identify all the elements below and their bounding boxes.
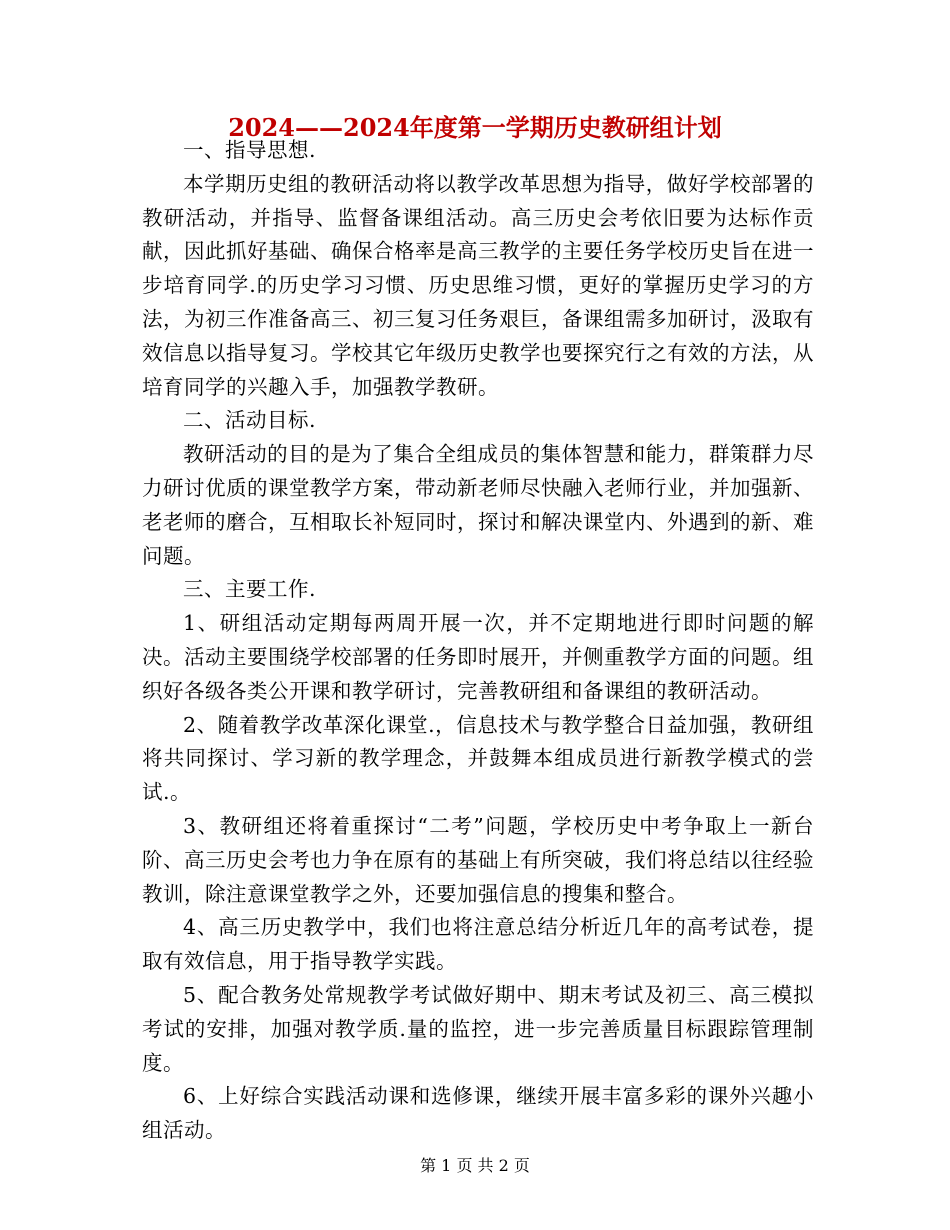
section-heading-main-work: 三、主要工作.: [183, 577, 317, 602]
work-item-3: 3、教研组还将着重探讨“二考”问题，学校历史中考争取上一新台阶、高三历史会考也力争在原有的基础上有所突破，我们将总结以往经验教训，除注意课堂教学之外，还要加强信息的搜集和整合。: [142, 813, 814, 906]
work-item-5: 5、配合教务处常规教学考试做好期中、期末考试及初三、高三模拟考试的安排，加强对教学质.量的监控，进一步完善质量目标跟踪管理制度。: [142, 982, 814, 1075]
section-heading-guiding-thought: 一、指导思想.: [183, 138, 317, 162]
document-body: [142, 134, 814, 1148]
document-title: 2024——2024年度第一学期历史教研组计划: [228, 113, 722, 142]
work-item-2: 2、随着教学改革深化课堂.，信息技术与教学整合日益加强，教研组将共同探讨、学习新的教学理念，并鼓舞本组成员进行新教学模式的尝试.。: [142, 712, 814, 805]
paragraph-guiding-thought: 本学期历史组的教研活动将以教学改革思想为指导，做好学校部署的教研活动，并指导、监督备课组活动。高三历史会考依旧要为达标作贡献，因此抓好基础、确保合格率是高三教学的主要任务学校历史旨在进一步培育同学.的历史学习习惯、历史思维习惯，更好的掌握历史学习的方法，为初三作准备高三、初三复习任务艰巨，备课组需多加研讨，汲取有效信息以指导复习。学校其它年级历史教学也要探究行之有效的方法，从培育同学的兴趣入手，加强教学教研。: [142, 171, 814, 399]
work-item-6: 6、上好综合实践活动课和选修课，继续开展丰富多彩的课外兴趣小组活动。: [142, 1084, 814, 1143]
page-number-footer: 第 1 页 共 2 页: [420, 1156, 530, 1175]
work-item-4: 4、高三历史教学中，我们也将注意总结分析近几年的高考试卷，提取有效信息，用于指导教学实践。: [142, 915, 814, 974]
work-item-1: 1、研组活动定期每两周开展一次，并不定期地进行即时问题的解决。活动主要围绕学校部署的任务即时展开，并侧重教学方面的问题。组织好各级各类公开课和教学研讨，完善教研组和备课组的教研活动。: [142, 611, 814, 703]
paragraph-activity-goals: 教研活动的目的是为了集合全组成员的集体智慧和能力，群策群力尽力研讨优质的课堂教学方案，带动新老师尽快融入老师行业，并加强新、老老师的磨合，互相取长补短同时，探讨和解决课堂内、外遇到的新、难问题。: [142, 442, 814, 568]
section-heading-activity-goals: 二、活动目标.: [183, 408, 317, 433]
